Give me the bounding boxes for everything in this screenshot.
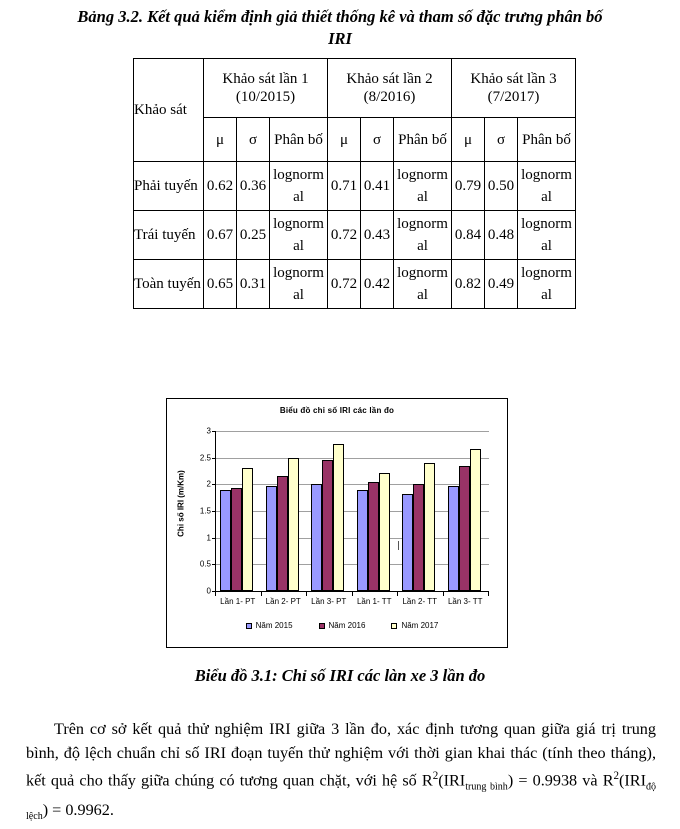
bar-Lần2-TT-Năm2016 xyxy=(413,484,424,591)
table-row xyxy=(134,260,576,309)
paragraph-part-5: ) = 0.9962. xyxy=(42,801,114,820)
header-group-2-period: (8/2016) xyxy=(363,89,416,105)
cell-dist-2-1: lognormal xyxy=(394,260,452,309)
x-tick-mark xyxy=(215,591,216,596)
cell-mu-1-0: 0.67 xyxy=(204,211,237,260)
chart-y-axis-label: Chỉ số IRI (m/Km) xyxy=(176,470,186,537)
chart-legend xyxy=(197,621,487,630)
bar-Lần1-TT-Năm2016 xyxy=(368,482,379,591)
paragraph-part-3: ) = 0.9938 và R xyxy=(507,771,614,790)
header-group-3-title: Khảo sát lần 3 xyxy=(470,71,557,87)
y-tick-label: 3 xyxy=(206,426,211,436)
figure-caption: Biểu đồ 3.1: Chỉ số IRI các làn xe 3 lần đo xyxy=(194,666,486,685)
bar-Lần1-TT-Năm2015 xyxy=(357,490,368,591)
chart-x-ticks xyxy=(215,591,488,596)
legend-swatch-icon xyxy=(319,623,325,629)
cell-sigma-1-0: 0.25 xyxy=(237,211,270,260)
paragraph-part-2: (IRI xyxy=(438,771,466,790)
bar-Lần1-PT-Năm2017 xyxy=(242,468,253,591)
legend-swatch-icon xyxy=(246,623,252,629)
bar-group xyxy=(444,431,490,591)
r2-superscript-2: 2 xyxy=(613,770,619,783)
bar-group xyxy=(216,431,262,591)
x-tick-label: Lần 1- TT xyxy=(356,597,392,606)
row-label-1: Trái tuyến xyxy=(134,211,204,260)
header-group-1 xyxy=(204,59,328,118)
x-tick-mark xyxy=(352,591,353,596)
cell-mu-0-1: 0.71 xyxy=(328,162,361,211)
bar-group xyxy=(262,431,308,591)
bar-Lần1-PT-Năm2016 xyxy=(231,488,242,591)
header-mu-2: μ xyxy=(328,118,361,162)
cell-dist-1-1: lognormal xyxy=(394,211,452,260)
iri-bar-chart xyxy=(166,398,508,648)
header-group-2 xyxy=(328,59,452,118)
chart-plot-area xyxy=(199,426,489,596)
paragraph-part-1: Trên cơ sở kết quả thử nghiệm IRI giữa 3 lần đo, xác định tương quan giữa giá trị trung bình, độ lệch chuẩn chỉ số IRI đoạn tuyến thử nghiệm với thời gian khai thác (tính theo tháng), kết quả cho thấy giữa chúng có tương quan chặt, với hệ số R xyxy=(26,720,656,790)
iri-subscript-1: trung bình xyxy=(465,781,508,793)
cell-sigma-2-2: 0.49 xyxy=(485,260,518,309)
chart-title: Biểu đồ chỉ số IRI các lần đo xyxy=(279,406,395,415)
x-tick-label: Lần 2- PT xyxy=(265,597,301,606)
bar-Lần2-TT-Năm2017 xyxy=(424,463,435,591)
bar-Lần2-PT-Năm2017 xyxy=(288,458,299,591)
legend-item xyxy=(391,621,438,630)
bar-Lần3-TT-Năm2017 xyxy=(470,449,481,591)
statistics-table xyxy=(133,58,576,309)
bar-Lần3-TT-Năm2015 xyxy=(448,486,459,591)
cell-mu-1-2: 0.84 xyxy=(452,211,485,260)
bar-Lần1-PT-Năm2015 xyxy=(220,490,231,591)
y-tick-label: 2.5 xyxy=(199,453,211,463)
header-group-2-title: Khảo sát lần 2 xyxy=(346,71,433,87)
r2-superscript-1: 2 xyxy=(432,770,439,783)
cell-sigma-2-0: 0.31 xyxy=(237,260,270,309)
header-mu-1: μ xyxy=(204,118,237,162)
header-group-3 xyxy=(452,59,576,118)
legend-item xyxy=(319,621,366,630)
header-dist-2: Phân bố xyxy=(394,118,452,162)
x-tick-label: Lần 3- PT xyxy=(311,597,347,606)
table-row xyxy=(134,211,576,260)
bar-Lần3-TT-Năm2016 xyxy=(459,466,470,591)
x-tick-mark xyxy=(306,591,307,596)
bar-group xyxy=(398,431,444,591)
y-tick-label: 1.5 xyxy=(199,506,211,516)
bar-Lần1-TT-Năm2017 xyxy=(379,473,390,591)
x-tick-mark xyxy=(443,591,444,596)
cell-dist-0-1: lognormal xyxy=(394,162,452,211)
bar-group xyxy=(307,431,353,591)
cell-dist-1-0: lognormal xyxy=(270,211,328,260)
cell-mu-2-2: 0.82 xyxy=(452,260,485,309)
y-tick-label: 2 xyxy=(206,479,211,489)
legend-item xyxy=(246,621,293,630)
table-caption-line1: Bảng 3.2. Kết quả kiểm định giả thiết thống kê và tham số đặc trưng phân bố xyxy=(77,7,603,26)
cell-dist-2-2: lognormal xyxy=(518,260,576,309)
cell-mu-0-2: 0.79 xyxy=(452,162,485,211)
header-sigma-1: σ xyxy=(237,118,270,162)
y-tick-label: 1 xyxy=(206,533,211,543)
header-group-3-period: (7/2017) xyxy=(487,89,540,105)
x-tick-label: Lần 2- TT xyxy=(402,597,438,606)
cell-dist-0-0: lognormal xyxy=(270,162,328,211)
legend-swatch-icon xyxy=(391,623,397,629)
header-sigma-2: σ xyxy=(361,118,394,162)
cell-sigma-0-1: 0.41 xyxy=(361,162,394,211)
bar-Lần3-PT-Năm2015 xyxy=(311,484,322,591)
bar-Lần3-PT-Năm2017 xyxy=(333,444,344,591)
header-dist-1: Phân bố xyxy=(270,118,328,162)
header-dist-3: Phân bố xyxy=(518,118,576,162)
x-tick-label: Lần 3- TT xyxy=(447,597,483,606)
x-tick-label: Lần 1- PT xyxy=(220,597,256,606)
header-survey: Khảo sát xyxy=(134,59,204,162)
iri-subscript-2: độ lệch xyxy=(26,781,656,823)
y-tick-label: 0.5 xyxy=(199,559,211,569)
x-tick-mark xyxy=(397,591,398,596)
header-group-1-title: Khảo sát lần 1 xyxy=(222,71,309,87)
paragraph-part-4: (IRI xyxy=(619,771,646,790)
bar-group xyxy=(353,431,399,591)
cell-dist-2-0: lognormal xyxy=(270,260,328,309)
header-sigma-3: σ xyxy=(485,118,518,162)
table-caption-line2: IRI xyxy=(328,29,352,48)
body-paragraph xyxy=(26,718,656,829)
legend-label: Năm 2017 xyxy=(401,621,439,630)
x-tick-mark xyxy=(261,591,262,596)
stray-artifact-mark xyxy=(398,541,399,550)
x-tick-mark xyxy=(488,591,489,596)
cell-sigma-2-1: 0.42 xyxy=(361,260,394,309)
row-label-0: Phải tuyến xyxy=(134,162,204,211)
cell-sigma-1-1: 0.43 xyxy=(361,211,394,260)
cell-dist-1-2: lognormal xyxy=(518,211,576,260)
cell-mu-1-1: 0.72 xyxy=(328,211,361,260)
legend-label: Năm 2015 xyxy=(255,621,293,630)
legend-label: Năm 2016 xyxy=(328,621,366,630)
row-label-2: Toàn tuyến xyxy=(134,260,204,309)
table-header-row-groups xyxy=(134,59,576,118)
chart-x-tick-labels xyxy=(215,597,488,606)
table-row xyxy=(134,162,576,211)
statistics-table-container xyxy=(133,58,576,309)
cell-dist-0-2: lognormal xyxy=(518,162,576,211)
bar-Lần2-PT-Năm2015 xyxy=(266,486,277,591)
cell-mu-0-0: 0.62 xyxy=(204,162,237,211)
bar-Lần2-TT-Năm2015 xyxy=(402,494,413,591)
cell-mu-2-1: 0.72 xyxy=(328,260,361,309)
chart-bars-layer xyxy=(216,431,489,591)
table-caption xyxy=(18,6,662,50)
header-group-1-period: (10/2015) xyxy=(235,89,296,105)
cell-sigma-0-0: 0.36 xyxy=(237,162,270,211)
cell-mu-2-0: 0.65 xyxy=(204,260,237,309)
header-mu-3: μ xyxy=(452,118,485,162)
y-tick-label: 0 xyxy=(206,586,211,596)
bar-Lần2-PT-Năm2016 xyxy=(277,476,288,591)
cell-sigma-1-2: 0.48 xyxy=(485,211,518,260)
cell-sigma-0-2: 0.50 xyxy=(485,162,518,211)
bar-Lần3-PT-Năm2016 xyxy=(322,460,333,591)
